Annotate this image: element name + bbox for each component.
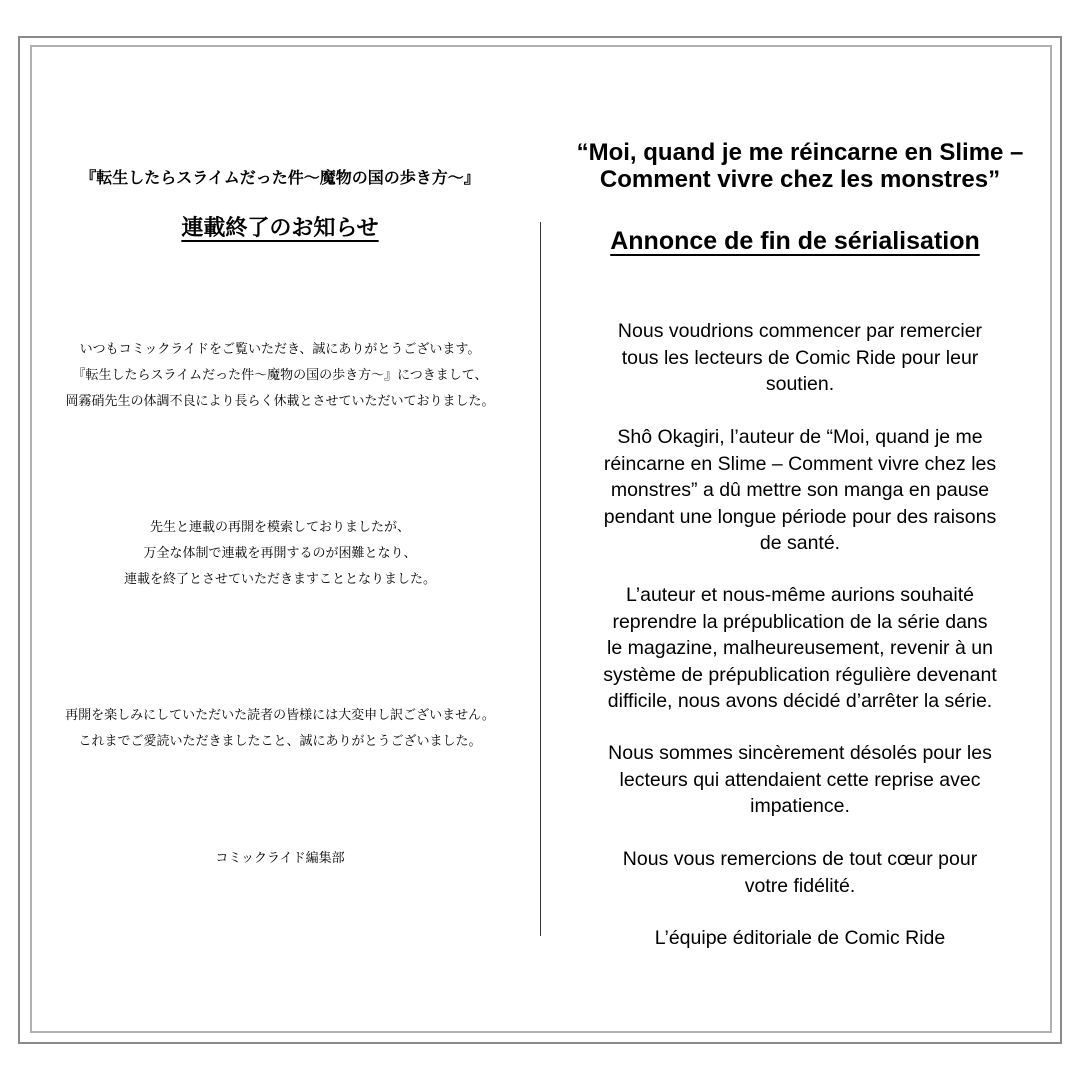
text-line: いつもコミックライドをご覧いただき、誠にありがとうございます。: [79, 342, 481, 357]
text-line: monstres” a dû mettre son manga en pause: [610, 479, 990, 501]
jp-paragraph-2: [40, 515, 520, 593]
jp-paragraph-3: [40, 703, 520, 755]
text-line: Shô Okagiri, l’auteur de “Moi, quand je me: [617, 426, 983, 448]
column-divider: [540, 222, 541, 936]
jp-series-title: 『転生したらスライムだった件～魔物の国の歩き方～』: [80, 168, 480, 187]
text-line: Nous vous remercions de tout cœur pour: [622, 848, 978, 870]
text-line: 再開を楽しみにしていただいた読者の皆様には大変申し訳ございません。: [65, 708, 495, 723]
fr-paragraph-5: [552, 846, 1048, 899]
text-line: 万全な体制で連載を再開するのが困難となり、: [143, 546, 417, 561]
text-line: soutien.: [765, 373, 835, 395]
text-line: これまでご愛読いただきましたこと、誠にありがとうございました。: [78, 734, 482, 749]
text-line: 先生と連載の再開を模索しておりましたが、: [149, 520, 410, 535]
text-line: réincarne en Slime – Comment vivre chez les: [603, 452, 997, 475]
fr-paragraph-3: [552, 582, 1048, 715]
title-line: “Moi, quand je me réincarne en Slime –: [576, 139, 1024, 166]
fr-heading: [555, 224, 1035, 258]
text-line: pendant une longue période pour des raisons: [603, 505, 997, 528]
title-line: Comment vivre chez les monstres”: [599, 166, 1001, 193]
fr-signature: L’équipe éditoriale de Comic Ride: [654, 927, 946, 949]
fr-heading-text: Annonce de fin de sérialisation: [610, 227, 980, 255]
text-line: 岡霧硝先生の体調不良により長らく休載とさせていただいておりました。: [65, 394, 495, 409]
fr-series-title: [530, 139, 1070, 193]
jp-paragraph-1: [40, 337, 520, 415]
text-line: reprendre la prépublication de la série dans: [612, 610, 988, 633]
text-line: Nous sommes sincèrement désolés pour les: [608, 742, 992, 764]
text-line: 連載を終了とさせていただきますこととなりました。: [123, 572, 436, 587]
text-line: tous les lecteurs de Comic Ride pour leur: [621, 346, 979, 369]
fr-paragraph-4: [552, 740, 1048, 820]
text-line: système de prépublication régulière devenant: [603, 663, 997, 686]
text-line: 『転生したらスライムだった件～魔物の国の歩き方～』につきまして、: [72, 368, 488, 383]
jp-signature: コミックライド編集部: [215, 851, 345, 866]
text-line: votre fidélité.: [744, 874, 856, 897]
fr-paragraph-2: [552, 424, 1048, 557]
text-line: le magazine, malheureusement, revenir à un: [607, 637, 993, 659]
jp-heading-text: 連載終了のお知らせ: [181, 215, 379, 241]
text-line: de santé.: [759, 532, 841, 554]
text-line: lecteurs qui attendaient cette reprise avec: [619, 768, 981, 791]
text-line: Nous voudrions commencer par remercier: [617, 320, 983, 342]
text-line: difficile, nous avons décidé d’arrêter la série.: [607, 690, 993, 712]
text-line: impatience.: [750, 795, 850, 817]
text-line: L’auteur et nous-même aurions souhaité: [626, 584, 974, 606]
jp-heading: [40, 212, 520, 244]
fr-paragraph-1: [552, 318, 1048, 398]
